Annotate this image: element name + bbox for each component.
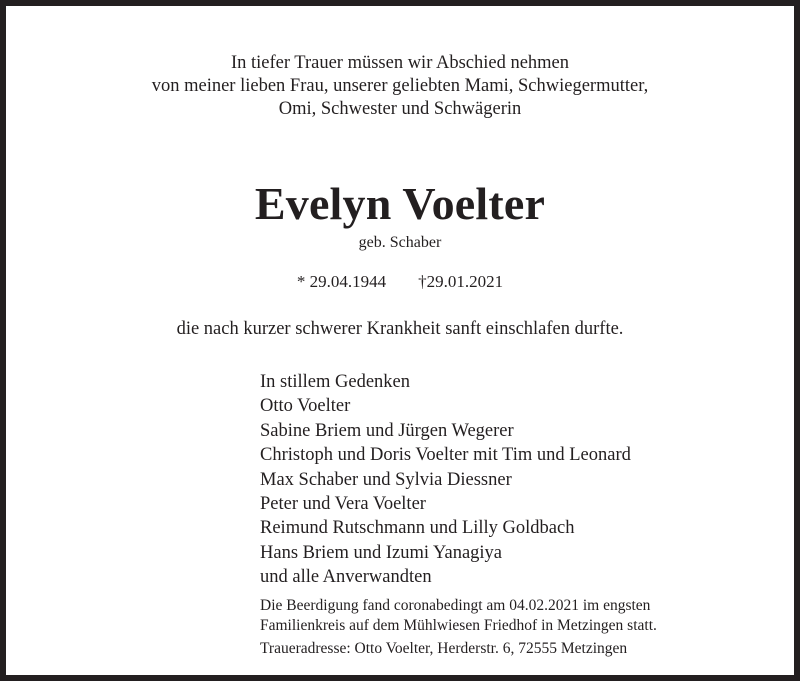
intro-line: In tiefer Trauer müssen wir Abschied nehmen — [230, 53, 570, 73]
obituary-card — [6, 6, 794, 675]
death-date — [418, 271, 503, 293]
death-cross-icon: † — [418, 272, 427, 291]
mourner-item: Sabine Briem und Jürgen Wegerer — [260, 420, 514, 441]
mourner-item: Otto Voelter — [260, 396, 351, 417]
mourner-item: Max Schaber und Sylvia Diessner — [260, 469, 512, 490]
birth-date — [297, 271, 386, 293]
birth-star-icon: * — [296, 272, 306, 291]
funeral-info — [260, 596, 657, 636]
passing-phrase: die nach kurzer schwerer Krankheit sanft einschlafen durfte. — [176, 319, 624, 339]
funeral-line: Die Beerdigung fand coronabedingt am 04.02.2021 im engsten — [260, 597, 651, 614]
intro-line: von meiner lieben Frau, unserer geliebten Mami, Schwiegermutter, — [151, 76, 649, 96]
mourners-list — [260, 370, 631, 590]
death-date-value: 29.01.2021 — [426, 272, 504, 291]
mourner-item: Peter und Vera Voelter — [260, 494, 426, 515]
mourners-heading: In stillem Gedenken — [260, 372, 411, 392]
mourner-item: Hans Briem und Izumi Yanagiya — [260, 542, 503, 563]
funeral-line: Familienkreis auf dem Mühlwiesen Friedhof in Metzingen statt. — [260, 617, 657, 634]
mourner-item: und alle Anverwandten — [260, 567, 432, 588]
mourning-address: Traueradresse: Otto Voelter, Herderstr. 6, 72555 Metzingen — [260, 640, 628, 657]
mourner-item: Reimund Rutschmann und Lilly Goldbach — [260, 518, 575, 539]
deceased-name: Evelyn Voelter — [254, 178, 546, 229]
intro-text — [6, 52, 794, 121]
intro-line: Omi, Schwester und Schwägerin — [278, 99, 522, 119]
life-dates — [6, 271, 794, 293]
birth-date-value: 29.04.1944 — [309, 272, 387, 291]
mourner-item: Christoph und Doris Voelter mit Tim und Leonard — [260, 445, 631, 466]
maiden-name: geb. Schaber — [358, 234, 442, 251]
